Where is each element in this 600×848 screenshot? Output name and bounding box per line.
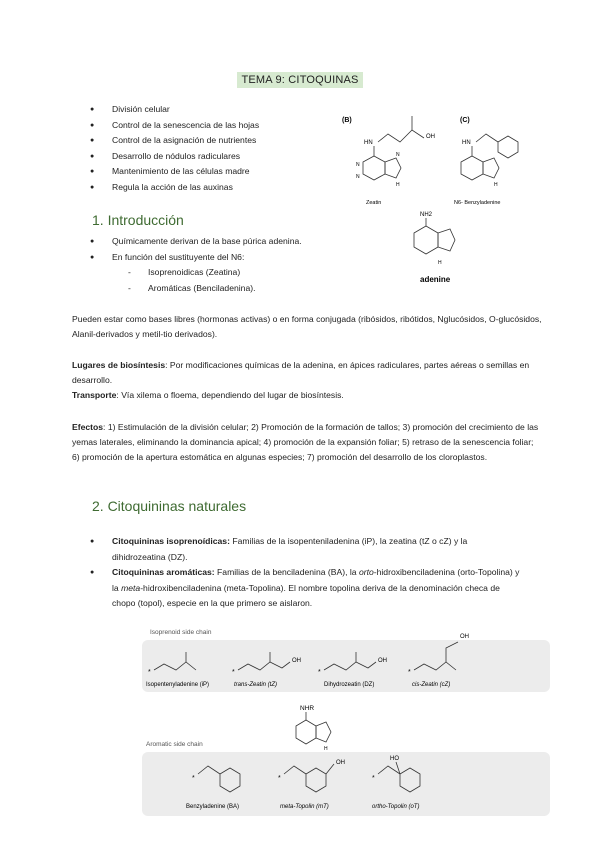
title-highlight: TEMA 9: CITOQUINAS (237, 72, 362, 88)
transport-label: Transporte (72, 390, 117, 400)
svg-text:OH: OH (378, 658, 387, 664)
label-c: (C) (460, 117, 470, 124)
dz-label: Dihydrozeatin (DZ) (324, 682, 375, 688)
sub-list-item: - Aromáticas (Benciladenina). (90, 281, 302, 297)
svg-text:H: H (324, 746, 328, 752)
svg-text:*: * (192, 775, 195, 782)
svg-text:*: * (148, 669, 151, 676)
nhr-label: NHR (300, 705, 315, 712)
svg-text:*: * (318, 669, 321, 676)
page-title (0, 70, 600, 88)
tz-label: trans-Zeatin (tZ) (234, 682, 278, 688)
benzene-ring (498, 136, 518, 158)
effects-paragraph: Efectos: 1) Estimulación de la división celular; 2) Promoción de la formación de tallos; 3) promoción del crecimiento de las yemas laterales, eliminando la dominancia apical; 4) promoción de la expansión foliar; 5) retraso de la senescencia foliar; 6) promoción de la apertura estomática en algunas especies; 7) promoción del desarrollo de los cloroplastos. (72, 422, 539, 462)
svg-text:N: N (356, 162, 360, 168)
aromatic-header: Aromatic side chain (146, 741, 203, 748)
svg-text:N: N (356, 174, 360, 180)
svg-text:OH: OH (336, 760, 345, 766)
zeatin-purine-ring (363, 156, 385, 180)
adenine-nh2: NH2 (420, 212, 433, 218)
svg-text:*: * (278, 775, 281, 782)
ba-label: Benzyladenine (BA) (186, 804, 240, 810)
svg-text:HO: HO (390, 756, 399, 762)
svg-text:HN: HN (462, 140, 471, 146)
cytokinin-structures-figure (140, 624, 552, 820)
zeatin-side-chain (378, 130, 424, 142)
adenine-label: adenine (420, 275, 451, 284)
free-forms-paragraph: Pueden estar como bases libres (hormonas activas) o en forma conjugada (ribósidos, ribótidos, Nglucósidos, O-glucósidos, Alanil-derivados y metil-tio derivados). (72, 314, 542, 339)
svg-text:H: H (438, 260, 442, 266)
list-item: ● Control de la senescencia de las hojas (90, 118, 259, 134)
section-2-heading: 2. Citoquininas naturales (92, 498, 247, 514)
mt-label: meta-Topolin (mT) (280, 804, 329, 810)
svg-text:*: * (372, 775, 375, 782)
biosynthesis-label: Lugares de biosíntesis (72, 360, 166, 370)
zeatin-benzyladenine-figure (338, 108, 528, 214)
benzyladenine-label: N6- Benzyladenine (454, 200, 501, 206)
svg-text:*: * (232, 669, 235, 676)
list-item: ● Citoquininas isoprenoídicas: Familias de la isopenteniladenina (iP), la zeatina (tZ o cZ) y la dihidrozeatina (DZ). (90, 534, 520, 565)
svg-text:N: N (396, 152, 400, 158)
label-b: (B) (342, 117, 352, 124)
central-purine-ring (296, 720, 316, 744)
list-item: ● Químicamente derivan de la base púrica adenina. (90, 234, 302, 250)
list-item: ● Citoquininas aromáticas: Familias de la benciladenina (BA), la orto-hidroxibenciladenina (orto-Topolina) y la meta-hidroxibenciladenina (meta-Topolina). El nombre topolina deriva de la denominación checa de chopo (topol), especie en la que primero se aislaron. (90, 565, 520, 612)
svg-text:OH: OH (460, 634, 469, 640)
biosynthesis-paragraph: Lugares de biosíntesis: Por modificaciones químicas de la adenina, en ápices radiculares, partes aéreas o semillas en desarrollo. Transporte: Vía xilema o floema, dependiendo del lugar de biosíntesis. (72, 360, 530, 400)
list-item: ● División celular (90, 102, 259, 118)
list-item: ● En función del sustituyente del N6: (90, 250, 302, 266)
zeatin-oh: OH (426, 134, 435, 140)
cz-label: cis-Zeatin (cZ) (412, 682, 451, 688)
list-item: ● Regula la acción de las auxinas (90, 180, 259, 196)
ot-label: ortho-Topolin (oT) (372, 804, 420, 810)
zeatin-label: Zeatin (366, 200, 382, 206)
section-1-heading: 1. Introducción (92, 212, 184, 228)
benzyladenine-purine-ring (461, 156, 483, 180)
svg-text:H: H (396, 182, 400, 188)
svg-text:*: * (408, 669, 411, 676)
svg-text:H: H (494, 182, 498, 188)
list-item: ● Mantenimiento de las células madre (90, 164, 259, 180)
section-2-list (90, 534, 520, 612)
section-1-list (90, 234, 302, 296)
svg-text:OH: OH (292, 658, 301, 664)
ip-label: Isopentenyladenine (iP) (146, 682, 210, 688)
list-item: ● Control de la asignación de nutrientes (90, 133, 259, 149)
sub-list-item: - Isoprenoidicas (Zeatina) (90, 265, 302, 281)
adenine-figure (398, 208, 478, 288)
effects-label: Efectos (72, 422, 104, 432)
intro-list (90, 102, 259, 195)
list-item: ● Desarrollo de nódulos radiculares (90, 149, 259, 165)
adenine-ring (414, 226, 438, 254)
isoprenoid-header: Isoprenoid side chain (150, 629, 212, 636)
zeatin-hn: HN (364, 140, 373, 146)
